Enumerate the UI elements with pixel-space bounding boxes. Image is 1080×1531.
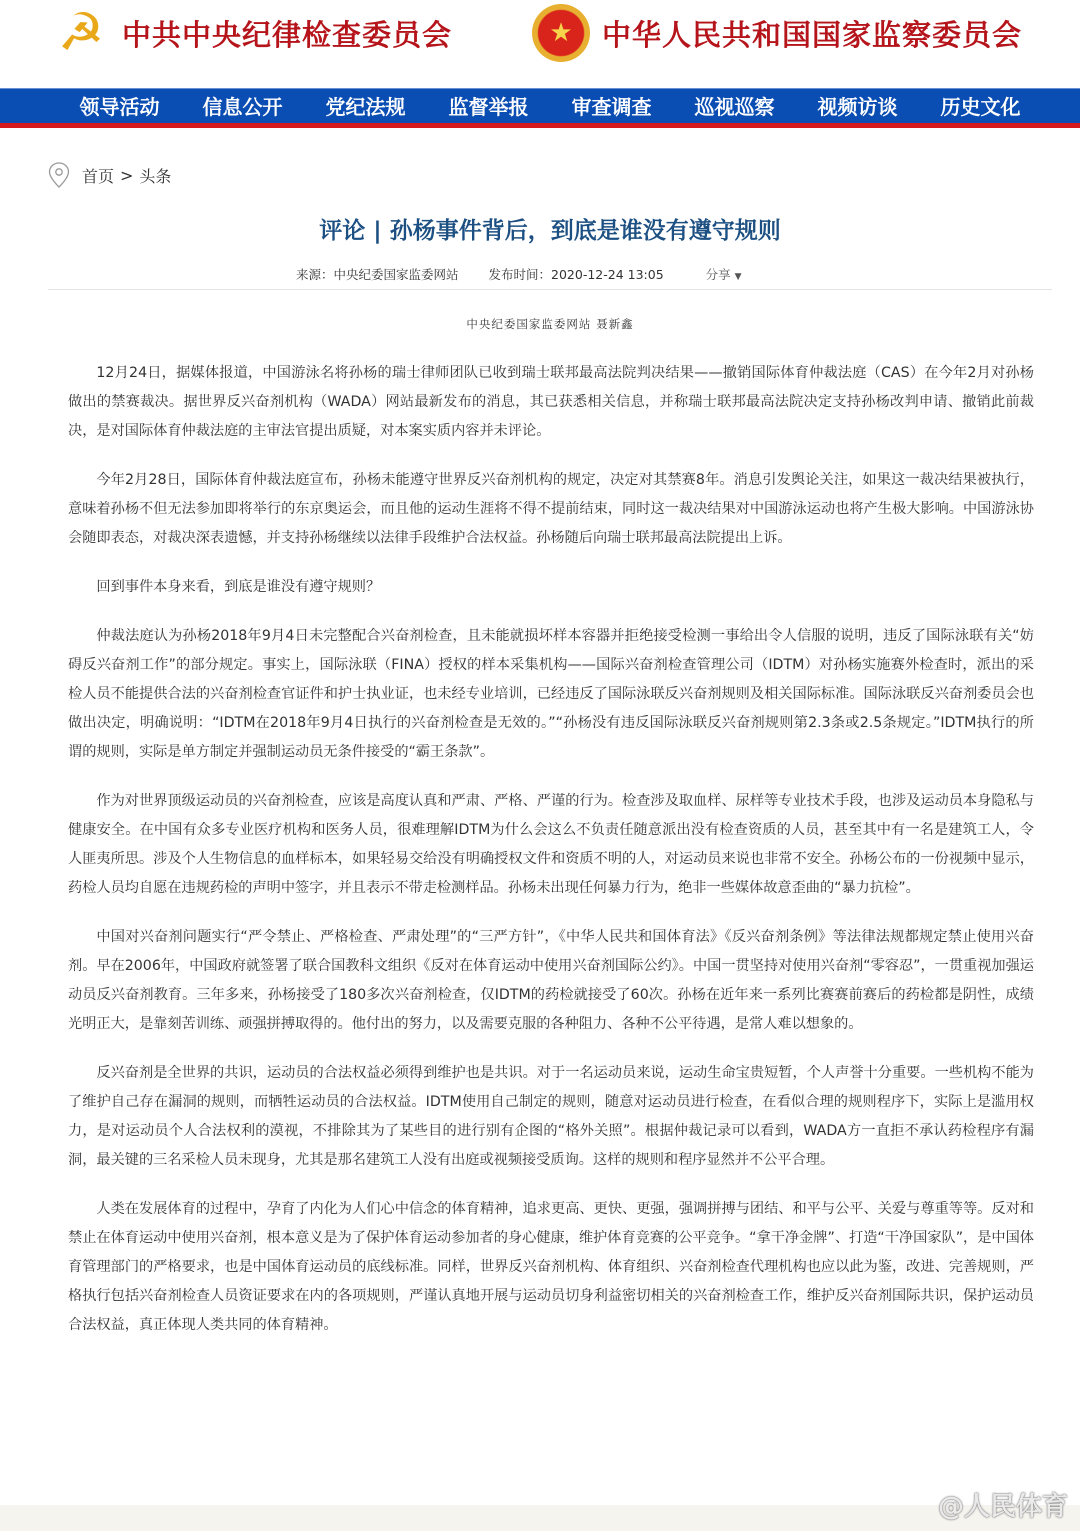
ccdi-logo[interactable] — [52, 4, 452, 62]
caret-down-icon: ▼ — [734, 272, 742, 282]
breadcrumb-home[interactable]: 首页 — [82, 166, 115, 186]
logo-right-text: 中华人民共和国国家监察委员会 — [602, 17, 1023, 52]
party-emblem-icon: ☭ — [57, 3, 105, 63]
article-meta — [296, 265, 742, 283]
paragraph: 12月24日，据媒体报道，中国游泳名将孙杨的瑞士律师团队已收到瑞士联邦最高法院判决结果——撤销国际体育仲裁法庭（CAS）在今年2月对孙杨做出的禁赛裁决。据世界反兴奋剂机构（WADA）网站最新发布的消息，其已获悉相关信息，并称瑞士联邦最高法院决定支持孙杨改判申请、撤销此前裁决，是对国际体育仲裁法庭的主审法官提出质疑，对本案实质内容并未评论。 — [68, 365, 1034, 439]
article-title: 评论 | 孙杨事件背后，到底是谁没有遵守规则 — [319, 218, 781, 244]
main-nav — [0, 88, 1080, 128]
article-source: 来源：中央纪委国家监委网站 — [296, 267, 459, 282]
article-byline: 中央纪委国家监委网站 聂新鑫 — [466, 317, 634, 331]
breadcrumb-separator: > — [120, 165, 134, 185]
paragraph: 今年2月28日，国际体育仲裁法庭宣布，孙杨未能遵守世界反兴奋剂机构的规定，决定对其禁赛8年。消息引发舆论关注，如果这一裁决结果被执行，意味着孙杨不但无法参加即将举行的东京奥运会，而且他的运动生涯将不得不提前结束，同时这一裁决结果对中国游泳运动也将产生极大影响。中国游泳协会随即表态，对裁决深表遗憾，并支持孙杨继续以法律手段维护合法权益。孙杨随后向瑞士联邦最高法院提出上诉。 — [68, 472, 1034, 546]
paragraph: 作为对世界顶级运动员的兴奋剂检查，应该是高度认真和严肃、严格、严谨的行为。检查涉及取血样、尿样等专业技术手段，也涉及运动员本身隐私与健康安全。在中国有众多专业医疗机构和医务人员，很难理解IDTM为什么会这么不负责任随意派出没有检查资质的人员，甚至其中有一名是建筑工人，令人匪夷所思。涉及个人生物信息的血样标本，如果轻易交给没有明确授权文件和资质不明的人，对运动员来说也非常不安全。孙杨公布的一份视频中显示，药检人员均自愿在违规药检的声明中签字，并且表示不带走检测样品。孙杨未出现任何暴力行为，绝非一些媒体故意歪曲的“暴力抗检”。 — [68, 793, 1034, 896]
article-published: 发布时间：2020-12-24 13:05 — [488, 267, 664, 282]
footer-band — [0, 1505, 1080, 1531]
article-body — [68, 359, 1034, 1360]
share-button[interactable] — [706, 265, 742, 283]
nsc-logo[interactable] — [532, 4, 1022, 62]
share-label: 分享 — [705, 267, 731, 282]
breadcrumb — [48, 162, 177, 188]
nav-item-leadership[interactable]: 领导活动 — [79, 95, 160, 119]
nav-item-info[interactable]: 信息公开 — [202, 95, 283, 119]
paragraph: 仲裁法庭认为孙杨2018年9月4日未完整配合兴奋剂检查，且未能就损坏样本容器并拒绝接受检测一事给出令人信服的说明，违反了国际泳联有关“妨碍反兴奋剂工作”的部分规定。事实上，国际泳联（FINA）授权的样本采集机构——国际兴奋剂检查管理公司（IDTM）对孙杨实施赛外检查时，派出的采检人员不能提供合法的兴奋剂检查官证件和护士执业证，也未经专业培训，已经违反了国际泳联反兴奋剂规则及相关国际标准。国际泳联反兴奋剂委员会也做出决定，明确说明：“IDTM在2018年9月4日执行的兴奋剂检查是无效的。”“孙杨没有违反国际泳联反兴奋剂规则第2.3条或2.5条规定。”IDTM执行的所谓的规则，实际是单方制定并强制运动员无条件接受的“霸王条款”。 — [68, 628, 1034, 760]
nav-item-inspection[interactable]: 巡视巡察 — [694, 95, 775, 119]
logo-left-text: 中共中央纪律检查委员会 — [122, 17, 453, 52]
nav-item-regulations[interactable]: 党纪法规 — [325, 95, 406, 119]
nav-item-history[interactable]: 历史文化 — [940, 95, 1021, 119]
national-emblem-icon: ★ — [532, 4, 590, 62]
breadcrumb-current[interactable]: 头条 — [139, 166, 172, 186]
location-pin-icon — [48, 162, 70, 188]
nav-item-investigation[interactable]: 审查调查 — [571, 95, 652, 119]
paragraph: 人类在发展体育的过程中，孕育了内化为人们心中信念的体育精神，追求更高、更快、更强，强调拼搏与团结、和平与公平、关爱与尊重等等。反对和禁止在体育运动中使用兴奋剂，根本意义是为了保护体育运动参加者的身心健康，维护体育竞赛的公平竞争。“拿干净金牌”、打造“干净国家队”，是中国体育管理部门的严格要求，也是中国体育运动员的底线标准。同样，世界反兴奋剂机构、体育组织、兴奋剂检查代理机构也应以此为鉴，改进、完善规则，严格执行包括兴奋剂检查人员资证要求在内的各项规则，严谨认真地开展与运动员切身利益密切相关的兴奋剂检查工作，维护反兴奋剂国际共识，保护运动员合法权益，真正体现人类共同的体育精神。 — [68, 1201, 1034, 1333]
paragraph: 中国对兴奋剂问题实行“严令禁止、严格检查、严肃处理”的“三严方针”，《中华人民共和国体育法》《反兴奋剂条例》等法律法规都规定禁止使用兴奋剂。早在2006年，中国政府就签署了联合国教科文组织《反对在体育运动中使用兴奋剂国际公约》。中国一贯坚持对使用兴奋剂“零容忍”，一贯重视加强运动员反兴奋剂教育。三年多来，孙杨接受了180多次兴奋剂检查，仅IDTM的药检就接受了60次。孙杨在近年来一系列比赛赛前赛后的药检都是阴性，成绩光明正大，是靠刻苦训练、顽强拼搏取得的。他付出的努力，以及需要克服的各种阻力、各种不公平待遇，是常人难以想象的。 — [68, 929, 1034, 1032]
nav-item-report[interactable]: 监督举报 — [448, 95, 529, 119]
site-header — [0, 0, 1080, 88]
paragraph: 回到事件本身来看，到底是谁没有遵守规则？ — [96, 579, 381, 595]
nav-item-video[interactable]: 视频访谈 — [817, 95, 898, 119]
paragraph: 反兴奋剂是全世界的共识，运动员的合法权益必须得到维护也是共识。对于一名运动员来说，运动生命宝贵短暂，个人声誉十分重要。一些机构不能为了维护自己存在漏洞的规则，而牺牲运动员的合法权益。IDTM使用自己制定的规则，随意对运动员进行检查，在看似合理的规则程序下，实际上是滥用权力，是对运动员个人合法权利的漠视，不排除其为了某些目的进行别有企图的“格外关照”。根据仲裁记录可以看到，WADA方一直拒不承认药检程序有漏洞，最关键的三名采检人员未现身，尤其是那名建筑工人没有出庭或视频接受质询。这样的规则和程序显然并不公平合理。 — [68, 1065, 1034, 1168]
weibo-watermark: @人民体育 — [937, 1492, 1068, 1522]
divider — [48, 289, 1052, 290]
